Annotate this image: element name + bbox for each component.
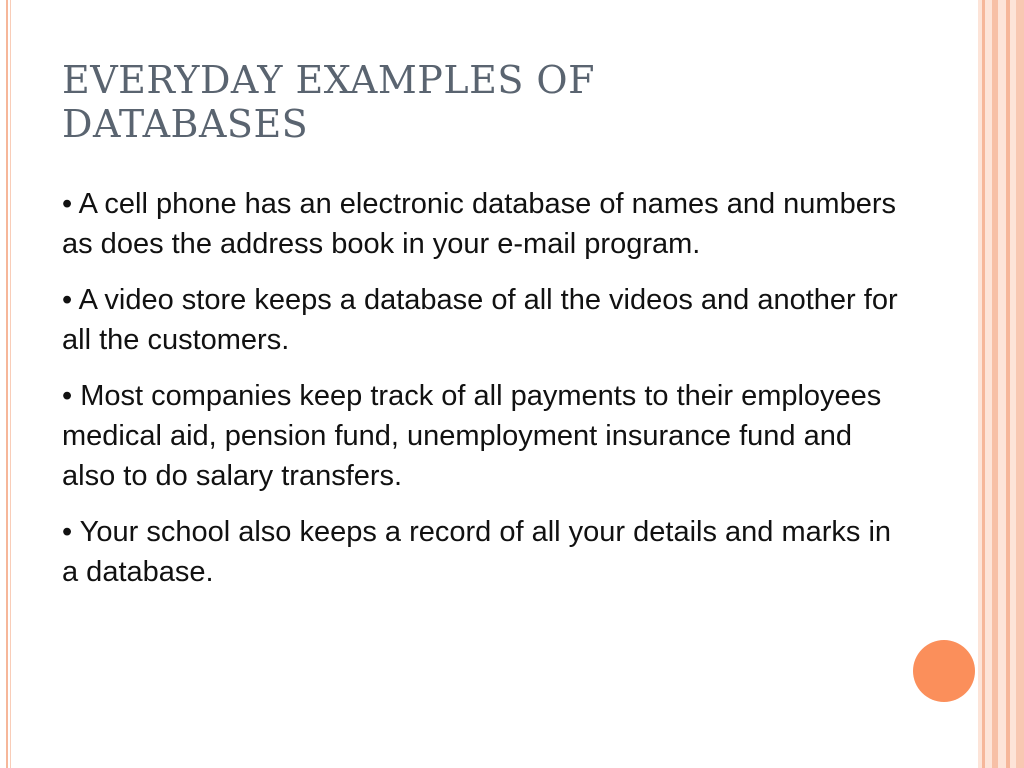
left-border-line [6,0,8,768]
stripe [1016,0,1024,768]
decorative-circle [913,640,975,702]
bullet-item: • Your school also keeps a record of all your details and marks in a database. [62,516,892,588]
slide-title [62,58,822,146]
left-border-line-inner [10,0,11,768]
title-line-1: EVERYDAY EXAMPLES OF [62,58,595,102]
bullet-item: • A video store keeps a database of all the videos and another for all the customers. [62,284,898,356]
stripe [1006,0,1010,768]
slide-body [62,184,902,608]
stripe [982,0,985,768]
bullet-item: • Most companies keep track of all payments to their employees medical aid, pension fund, unemployment insurance fund and also to do salary transfers. [62,380,882,492]
stripe [992,0,998,768]
right-decorative-stripes [978,0,1024,768]
bullet-item: • A cell phone has an electronic database of names and numbers as does the address book in your e-mail program. [62,188,896,260]
title-line-2: DATABASES [62,102,309,146]
